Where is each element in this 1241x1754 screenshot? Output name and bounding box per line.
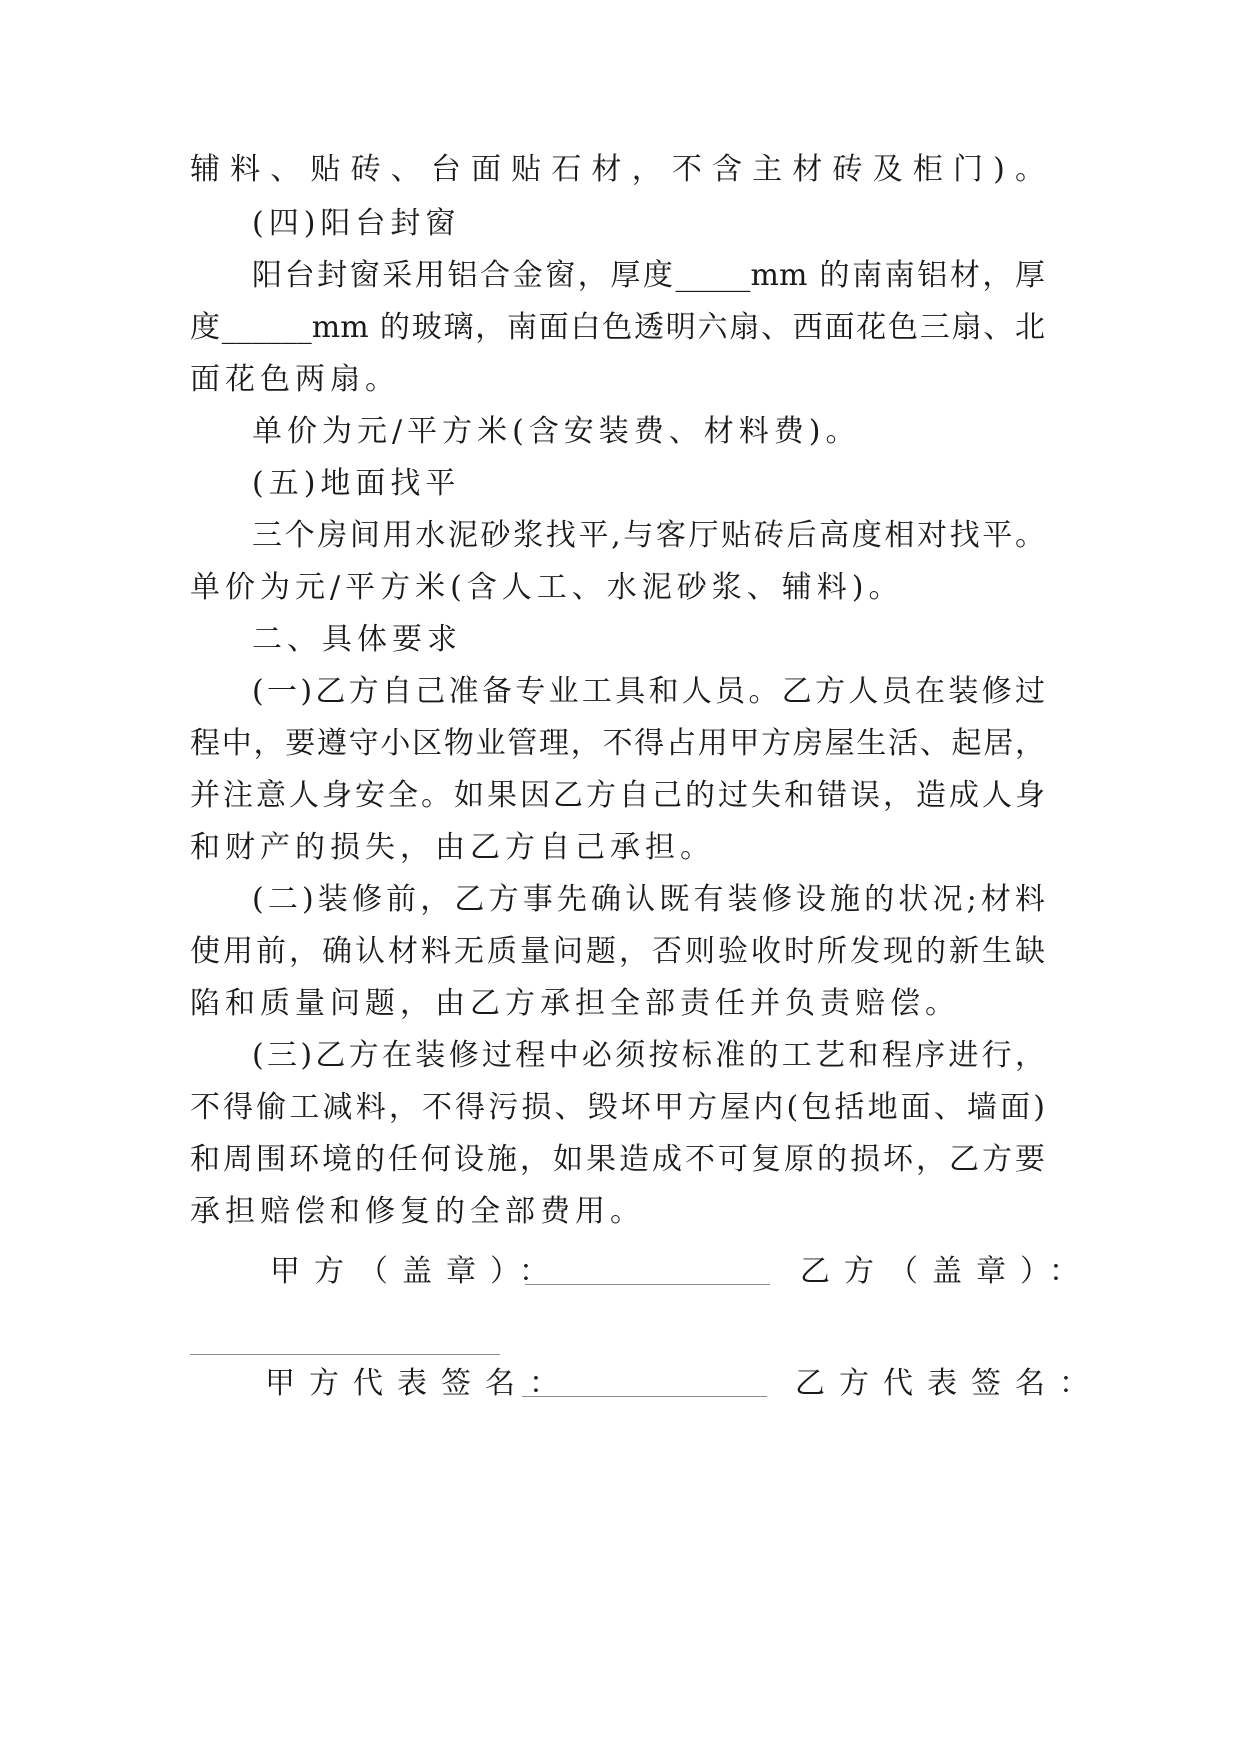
paragraph-line: 陷和质量问题，由乙方承担全部责任并负责赔偿。 xyxy=(190,986,960,1021)
paragraph-line: 阳台封窗采用铝合金窗，厚度_____mm 的南南铝材，厚 xyxy=(252,258,1045,293)
paragraph-line: 三个房间用水泥砂浆找平,与客厅贴砖后高度相对找平。 xyxy=(252,518,1045,553)
paragraph-line: (二)装修前，乙方事先确认既有装修设施的状况;材料 xyxy=(252,882,1045,917)
paragraph-line: 和财产的损失，由乙方自己承担。 xyxy=(190,830,715,865)
party-a-seal-label: 甲方（盖章）： xyxy=(270,1254,563,1289)
paragraph-line: 使用前，确认材料无质量问题，否则验收时所发现的新生缺 xyxy=(190,934,1045,969)
section-heading: (五)地面找平 xyxy=(252,466,461,501)
party-a-rep-blank xyxy=(522,1396,767,1397)
paragraph-line: 辅料、贴砖、台面贴石材，不含主材砖及柜门)。 xyxy=(190,152,1045,187)
paragraph-line: 度______mm 的玻璃，南面白色透明六扇、西面花色三扇、北 xyxy=(190,310,1045,345)
party-a-seal-blank xyxy=(525,1284,770,1285)
paragraph-line: 和周围环境的任何设施，如果造成不可复原的损坏，乙方要 xyxy=(190,1142,1045,1177)
paragraph-line: (一)乙方自己准备专业工具和人员。乙方人员在装修过 xyxy=(252,674,1045,709)
paragraph-line: (三)乙方在装修过程中必须按标准的工艺和程序进行， xyxy=(252,1038,1045,1073)
paragraph-line: 单价为元/平方米(含安装费、材料费)。 xyxy=(252,414,861,449)
party-a-rep-label: 甲方代表签名： xyxy=(265,1366,573,1401)
paragraph-line: 面花色两扇。 xyxy=(190,362,400,397)
party-b-seal-blank xyxy=(190,1354,500,1355)
paragraph-line: 承担赔偿和修复的全部费用。 xyxy=(190,1194,645,1229)
party-b-seal-label: 乙方（盖章）： xyxy=(800,1254,1093,1289)
paragraph-line: 并注意人身安全。如果因乙方自己的过失和错误，造成人身 xyxy=(190,778,1045,813)
section-heading: 二、具体要求 xyxy=(252,622,462,657)
paragraph-line: 单价为元/平方米(含人工、水泥砂浆、辅料)。 xyxy=(190,570,904,605)
section-heading: (四)阳台封窗 xyxy=(252,206,461,241)
paragraph-line: 不得偷工减料，不得污损、毁坏甲方屋内(包括地面、墙面) xyxy=(190,1090,1045,1125)
paragraph-line: 程中，要遵守小区物业管理，不得占用甲方房屋生活、起居， xyxy=(190,726,1045,761)
party-b-rep-label: 乙方代表签名： xyxy=(795,1366,1103,1401)
